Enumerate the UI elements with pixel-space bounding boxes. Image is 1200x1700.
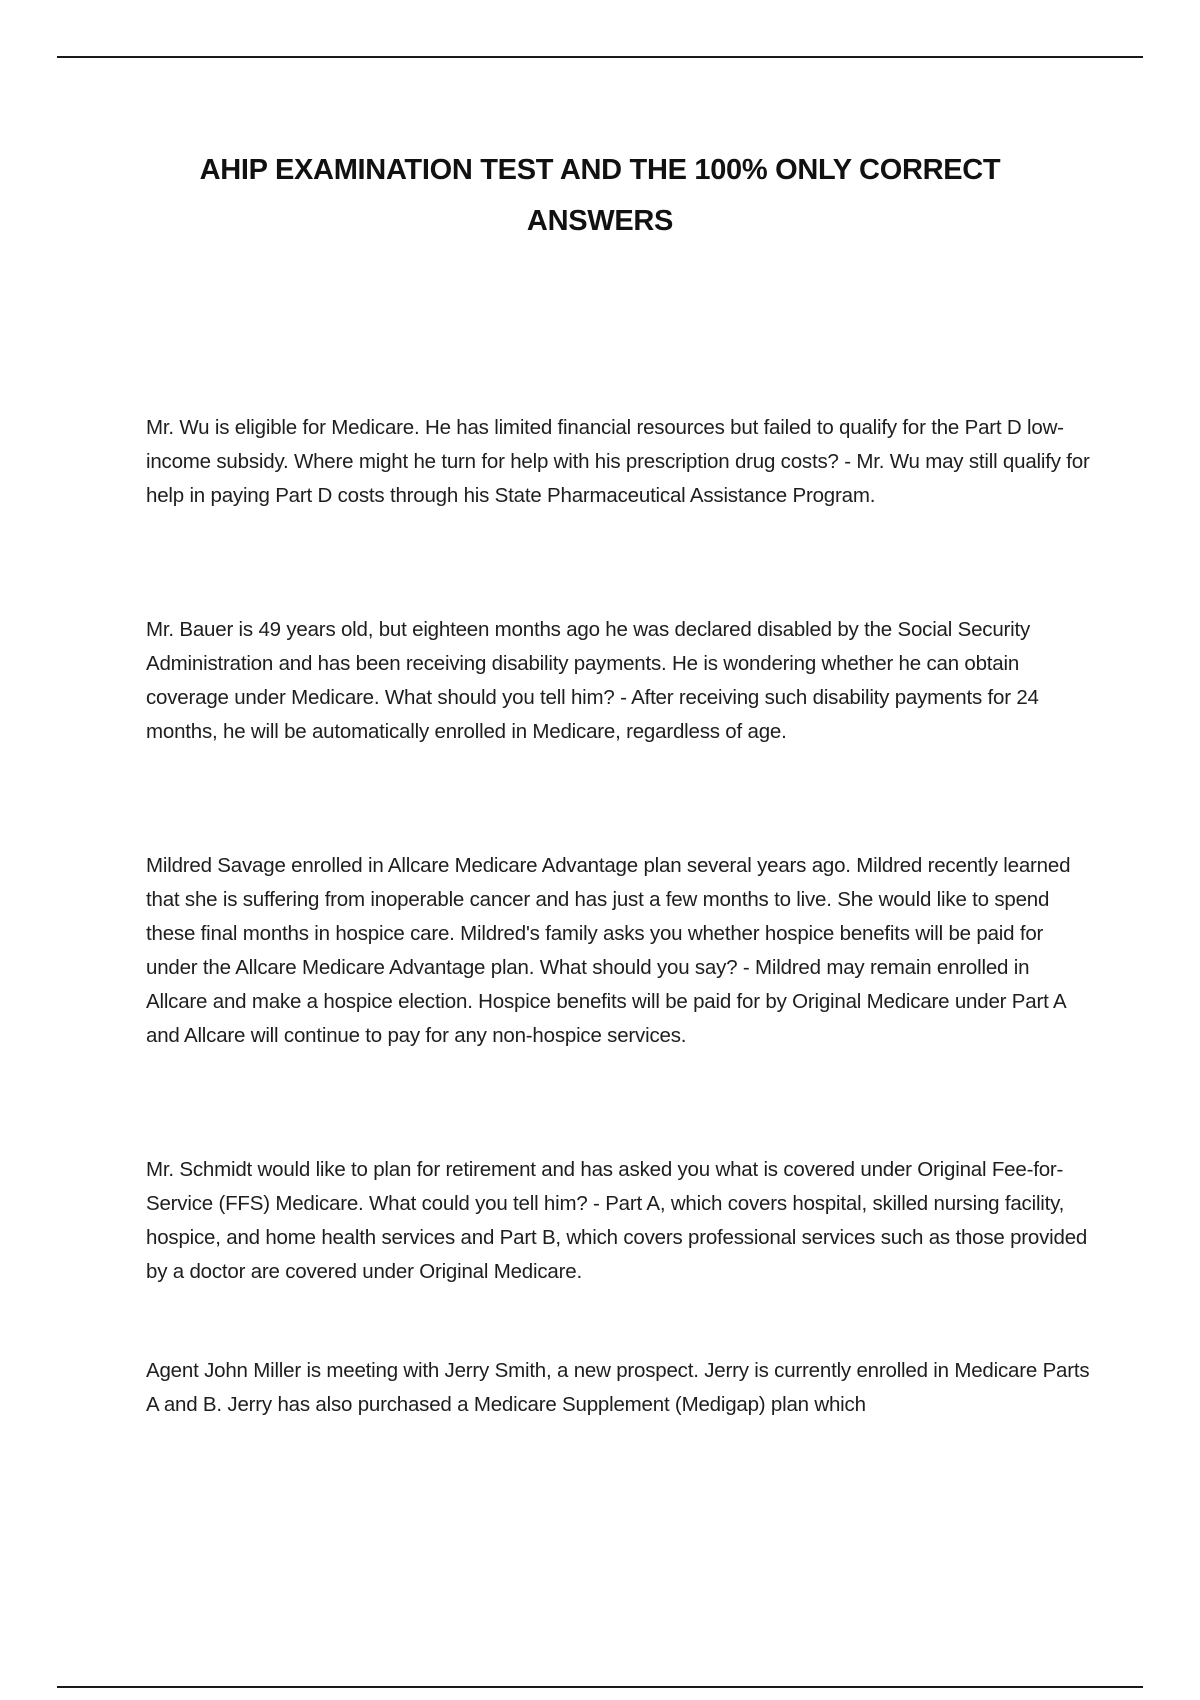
qa-item — [146, 1354, 1091, 1422]
qa-item — [146, 411, 1091, 513]
qa-separator: - — [614, 686, 632, 709]
qa-separator: - — [587, 1192, 606, 1215]
document-title: AHIP EXAMINATION TEST AND THE 100% ONLY CORRECT ANSWERS — [199, 154, 1001, 237]
question-text: Mr. Schmidt would like to plan for retirement and has asked you what is covered under Original Fee-for-Service (FFS) Medicare. What could you tell him? — [146, 1158, 1064, 1215]
top-rule — [57, 56, 1143, 58]
qa-separator: - — [838, 450, 857, 473]
answer-text: Part A, which covers hospital, skilled nursing facility, hospice, and home health services and Part B, which covers professional services such as those provided by a doctor are covered under Original Medicare. — [146, 1192, 1088, 1283]
question-text: Agent John Miller is meeting with Jerry Smith, a new prospect. Jerry is currently enrolled in Medicare Parts A and B. Jerry has also purchased a Medicare Supplement (Medigap) plan which — [146, 1359, 1090, 1416]
qa-item — [146, 613, 1091, 749]
question-text: Mildred Savage enrolled in Allcare Medicare Advantage plan several years ago. Mildred recently learned that she is suffering from inoperable cancer and has just a few months to live. She would like to spend these final months in hospice care. Mildred's family asks you whether hospice benefits will be paid for under the Allcare Medicare Advantage plan. What should you say? — [146, 854, 1071, 979]
question-text: Mr. Wu is eligible for Medicare. He has limited financial resources but failed to qualify for the Part D low-income subsidy. Where might he turn for help with his prescription drug costs? — [146, 416, 1064, 473]
qa-item — [146, 849, 1091, 1053]
bottom-rule — [57, 1686, 1143, 1688]
answer-text: Mildred may remain enrolled in Allcare and make a hospice election. Hospice benefits will be paid for by Original Medicare under Part A and Allcare will continue to pay for any non-hospice services. — [146, 956, 1066, 1047]
question-text: Mr. Bauer is 49 years old, but eighteen months ago he was declared disabled by the Social Security Administration and has been receiving disability payments. He is wondering whether he can obtain coverage under Medicare. What should you tell him? — [146, 618, 1031, 709]
answer-text: After receiving such disability payments for 24 months, he will be automatically enrolled in Medicare, regardless of age. — [146, 686, 1039, 743]
answer-text: Mr. Wu may still qualify for help in paying Part D costs through his State Pharmaceutical Assistance Program. — [146, 450, 1090, 507]
qa-separator: - — [737, 956, 756, 979]
qa-item — [146, 1153, 1091, 1289]
